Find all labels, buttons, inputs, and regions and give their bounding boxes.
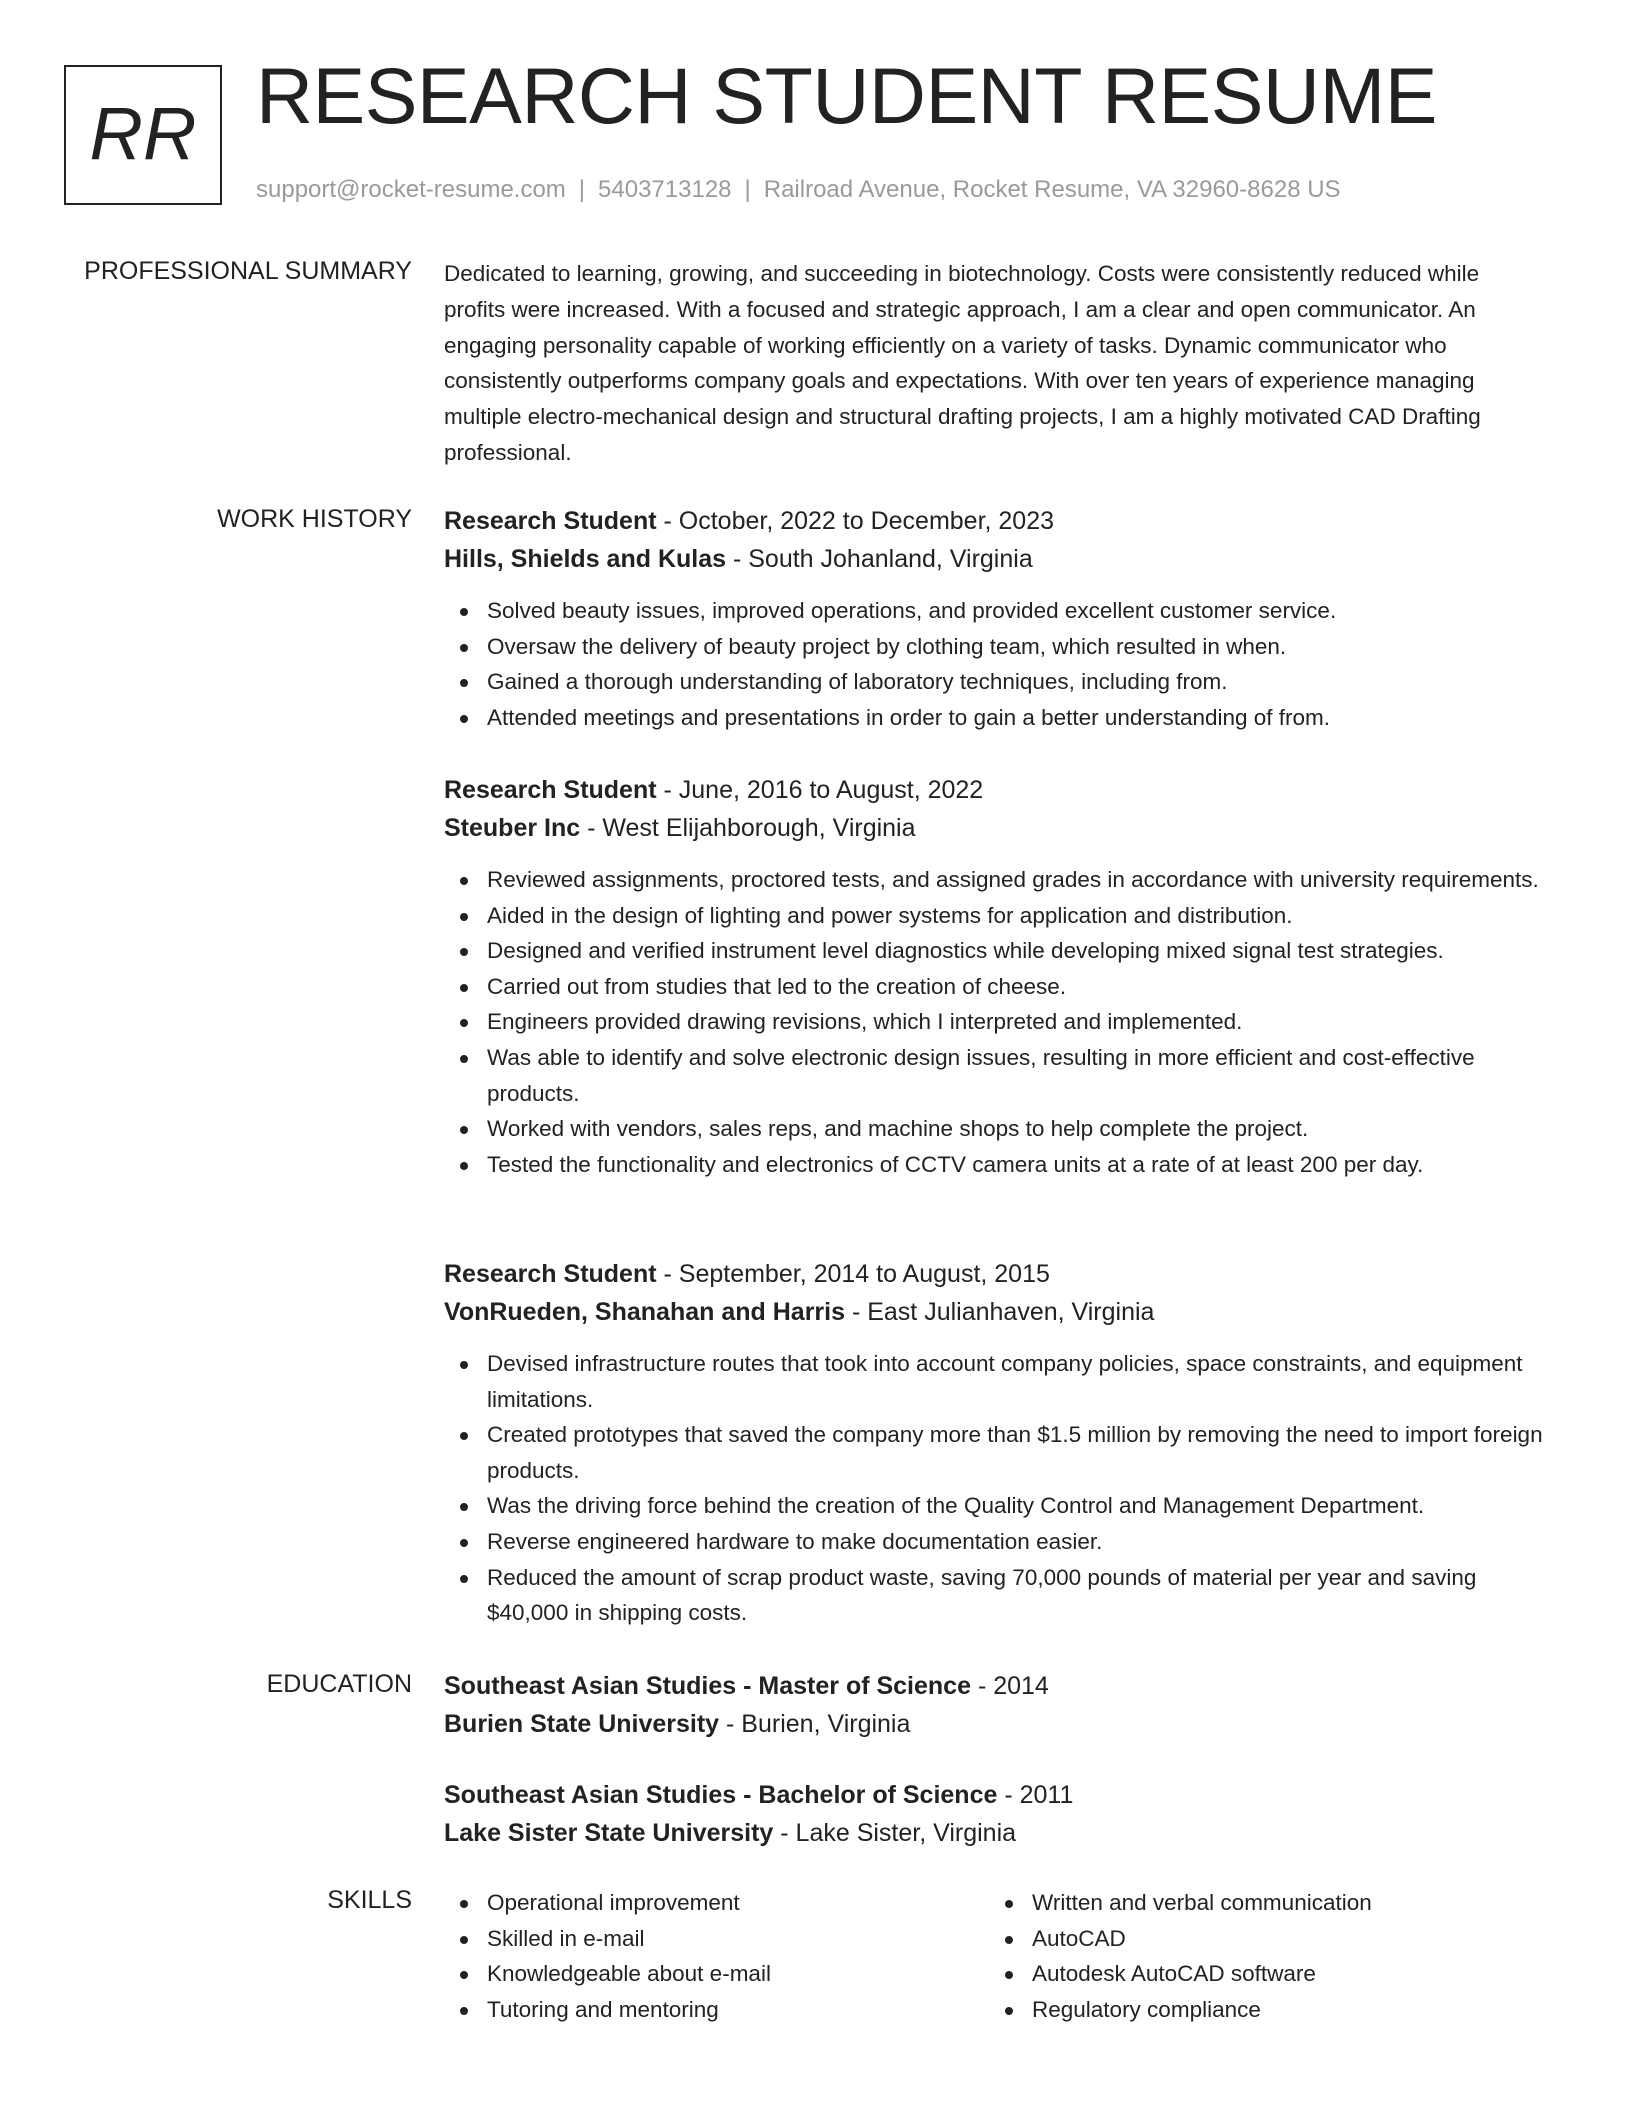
skills-list-left [444, 1885, 964, 2027]
job-bullet: Gained a thorough understanding of laboratory techniques, including from. [444, 664, 1544, 700]
job-bullet: Engineers provided drawing revisions, which I interpreted and implemented. [444, 1004, 1544, 1040]
contact-phone: 5403713128 [598, 176, 732, 203]
job-dates: - June, 2016 to August, 2022 [656, 776, 984, 804]
job-bullet: Attended meetings and presentations in order to gain a better understanding of from. [444, 700, 1544, 736]
contact-separator: | [578, 176, 586, 203]
job-bullet: Worked with vendors, sales reps, and machine shops to help complete the project. [444, 1111, 1544, 1147]
contact-email: support@rocket-resume.com [256, 176, 566, 203]
job-bullet: Reduced the amount of scrap product waste, saving 70,000 pounds of material per year and saving $40,000 in shipping costs. [444, 1560, 1544, 1631]
job-bullet-list [444, 593, 1544, 735]
job-location: - East Julianhaven, Virginia [845, 1298, 1155, 1326]
job-location: - West Elijahborough, Virginia [580, 814, 916, 842]
job-company-line [444, 809, 1544, 847]
job-bullet: Was able to identify and solve electronic design issues, resulting in more efficient and cost-effective products. [444, 1040, 1544, 1111]
contact-address: Railroad Avenue, Rocket Resume, VA 32960-8628 US [763, 176, 1341, 203]
degree-line [444, 1667, 1544, 1705]
monogram-box [64, 65, 222, 205]
job-bullet: Created prototypes that saved the company more than $1.5 million by removing the need to import foreign products. [444, 1417, 1544, 1488]
job-entry [444, 771, 1544, 1182]
job-title-line [444, 771, 1544, 809]
contact-separator: | [744, 176, 751, 203]
job-bullet: Aided in the design of lighting and power systems for application and distribution. [444, 898, 1544, 934]
job-entry [444, 502, 1544, 735]
skill-item: Written and verbal communication [989, 1885, 1509, 1921]
job-bullet-list [444, 862, 1544, 1182]
job-bullet: Designed and verified instrument level diagnostics while developing mixed signal test strategies. [444, 933, 1544, 969]
skill-item: Skilled in e-mail [444, 1921, 964, 1957]
section-label-work-history: WORK HISTORY [217, 505, 412, 533]
school-line [444, 1705, 1544, 1743]
skill-item: Autodesk AutoCAD software [989, 1956, 1509, 1992]
job-entry [444, 1255, 1544, 1631]
contact-line [256, 176, 1341, 204]
job-bullet: Reviewed assignments, proctored tests, and assigned grades in accordance with university requirements. [444, 862, 1544, 898]
job-company: Steuber Inc [444, 814, 581, 842]
job-title-line [444, 1255, 1544, 1293]
section-label-skills: SKILLS [327, 1886, 412, 1914]
job-location: - South Johanland, Virginia [726, 545, 1033, 573]
degree-name: Southeast Asian Studies - Master of Science [444, 1672, 971, 1700]
skill-item: Knowledgeable about e-mail [444, 1956, 964, 1992]
section-label-summary: PROFESSIONAL SUMMARY [84, 257, 412, 285]
job-title: Research Student [444, 776, 657, 804]
job-title: Research Student [444, 507, 657, 535]
school-name: Lake Sister State University [444, 1819, 774, 1847]
school-name: Burien State University [444, 1710, 720, 1738]
education-entry [444, 1776, 1544, 1852]
job-bullet-list [444, 1346, 1544, 1631]
monogram-initials: RR [89, 92, 197, 175]
job-bullet: Carried out from studies that led to the creation of cheese. [444, 969, 1544, 1005]
job-bullet: Reverse engineered hardware to make documentation easier. [444, 1524, 1544, 1560]
skills-grid [444, 1885, 1544, 2045]
skill-item: Operational improvement [444, 1885, 964, 1921]
job-title-line [444, 502, 1544, 540]
job-company: VonRueden, Shanahan and Harris [444, 1298, 846, 1326]
degree-line [444, 1776, 1544, 1814]
skill-item: Tutoring and mentoring [444, 1992, 964, 2028]
degree-name: Southeast Asian Studies - Bachelor of Science [444, 1781, 998, 1809]
job-company: Hills, Shields and Kulas [444, 545, 727, 573]
school-line [444, 1814, 1544, 1852]
degree-year: - 2011 [997, 1781, 1074, 1809]
skill-item: Regulatory compliance [989, 1992, 1509, 2028]
degree-year: - 2014 [971, 1672, 1049, 1700]
school-location: - Lake Sister, Virginia [773, 1819, 1017, 1847]
job-bullet: Tested the functionality and electronics of CCTV camera units at a rate of at least 200 per day. [444, 1147, 1544, 1183]
skill-item: AutoCAD [989, 1921, 1509, 1957]
job-dates: - September, 2014 to August, 2015 [656, 1260, 1050, 1288]
job-dates: - October, 2022 to December, 2023 [656, 507, 1055, 535]
school-location: - Burien, Virginia [719, 1710, 911, 1738]
job-bullet: Devised infrastructure routes that took into account company policies, space constraints, and equipment limitations. [444, 1346, 1544, 1417]
job-bullet: Solved beauty issues, improved operations, and provided excellent customer service. [444, 593, 1544, 629]
education-entry [444, 1667, 1544, 1743]
summary-text: Dedicated to learning, growing, and succeeding in biotechnology. Costs were consistently reduced while profits were increased. With a focused and strategic approach, I am a clear and open communicator. An engaging personality capable of working efficiently on a variety of tasks. Dynamic communicator who consistently outperforms company goals and expectations. With over ten years of experience managing multiple electro-mechanical design and structural drafting projects, I am a highly motivated CAD Drafting professional. [444, 261, 1481, 465]
job-title: Research Student [444, 1260, 657, 1288]
skills-list-right [989, 1885, 1509, 2027]
job-company-line [444, 1293, 1544, 1331]
job-bullet: Was the driving force behind the creation of the Quality Control and Management Department. [444, 1488, 1544, 1524]
job-bullet: Oversaw the delivery of beauty project by clothing team, which resulted in when. [444, 629, 1544, 665]
resume-title: RESEARCH STUDENT RESUME [256, 51, 1437, 140]
job-company-line [444, 540, 1544, 578]
section-label-education: EDUCATION [266, 1670, 412, 1698]
